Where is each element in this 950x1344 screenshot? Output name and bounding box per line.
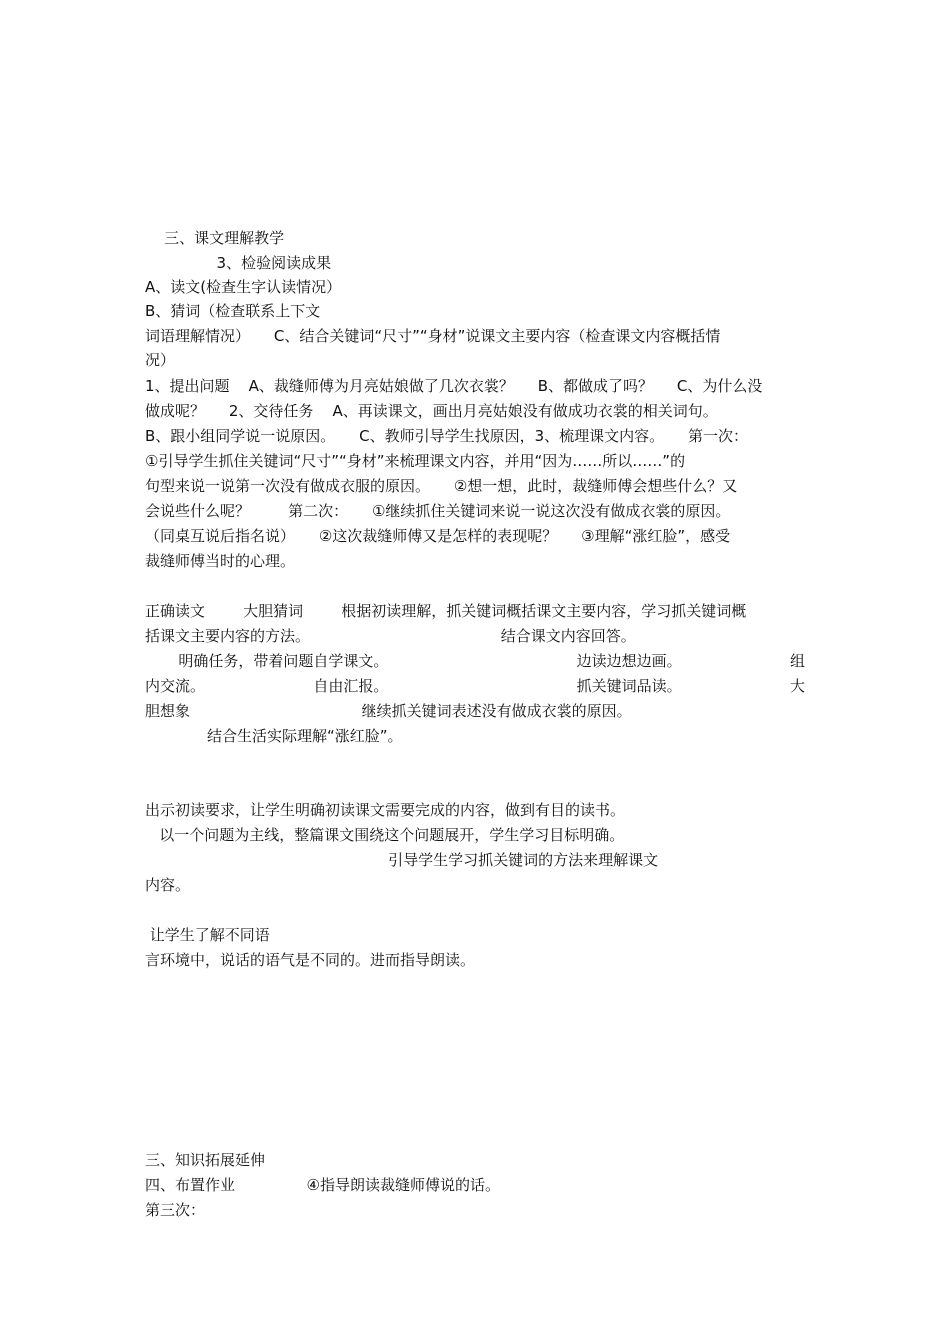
text-line: 出示初读要求，让学生明确初读课文需要完成的内容，做到有目的读书。 [145,801,626,819]
text-line: 会说些什么呢？ 第二次： ①继续抓住关键词来说一说这次没有做成衣裳的原因。 [145,502,731,520]
text-line: 做成呢？ 2、交待任务 A、再读课文，画出月亮姑娘没有做成功衣裳的相关词句。 [145,402,718,420]
text-line: 内容。 [145,876,191,894]
text-line: 1、提出问题 A、裁缝师傅为月亮姑娘做了几次衣裳？ B、都做成了吗？ C、为什么没 [145,377,763,395]
text-line: 句型来说一说第一次没有做成衣服的原因。 ②想一想，此时，裁缝师傅会想些什么？又 [145,477,738,495]
text-line: 词语理解情况） C、结合关键词“尺寸”“身材”说课文主要内容（检查课文内容概括情 [145,327,721,345]
text-line: B、猜词（检查联系上下文 [145,302,321,320]
text-segment: 组 [789,652,805,670]
text-segment: 大 [789,677,805,695]
text-line: 况） [145,351,176,369]
section-heading-text-understanding: 三、课文理解教学 [145,229,285,247]
text-line: 胆想象 继续抓关键词表述没有做成衣裳的原因。 [145,702,632,720]
section-heading-knowledge-extension: 三、知识拓展延伸 [145,1151,266,1169]
text-line: 括课文主要内容的方法。 结合课文内容回答。 [145,627,636,645]
text-line: 结合生活实际理解“涨红脸”。 [145,727,403,745]
text-segment: 抓关键词品读。 [576,677,682,695]
text-line: 言环境中，说话的语气是不同的。进而指导朗读。 [145,951,476,969]
text-segment: 内交流。 [145,677,206,695]
text-line: 以一个问题为主线，整篇课文围绕这个问题展开，学生学习目标明确。 [145,826,625,844]
text-line: 正确读文 大胆猜词 根据初读理解，抓关键词概括课文主要内容，学习抓关键词概 [145,602,747,620]
section-heading-homework: 四、布置作业 ④指导朗读裁缝师傅说的话。 [145,1176,500,1194]
text-line [145,651,805,671]
text-line: 让学生了解不同语 [145,926,270,944]
text-line: 裁缝师傅当时的心理。 [145,552,296,570]
text-line: 引导学生学习抓关键词的方法来理解课文 [145,851,659,869]
text-line: （同桌互说后指名说） ②这次裁缝师傅又是怎样的表现呢？ ③理解“涨红脸”，感受 [145,527,731,545]
subheading-check-reading: 3、检验阅读成果 [145,254,332,272]
text-segment: 自由汇报。 [313,677,389,695]
text-line: ①引导学生抓住关键词“尺寸”“身材”来梳理课文内容，并用“因为……所以……”的 [145,452,686,470]
text-line: 第三次： [145,1201,206,1219]
text-segment: 明确任务，带着问题自学课文。 [145,652,389,670]
text-line [145,676,805,696]
text-segment: 边读边想边画。 [576,652,682,670]
text-line: A、读文(检查生字认读情况） [145,278,342,296]
text-line: B、跟小组同学说一说原因。 C、教师引导学生找原因，3、梳理课文内容。 第一次： [145,427,748,445]
